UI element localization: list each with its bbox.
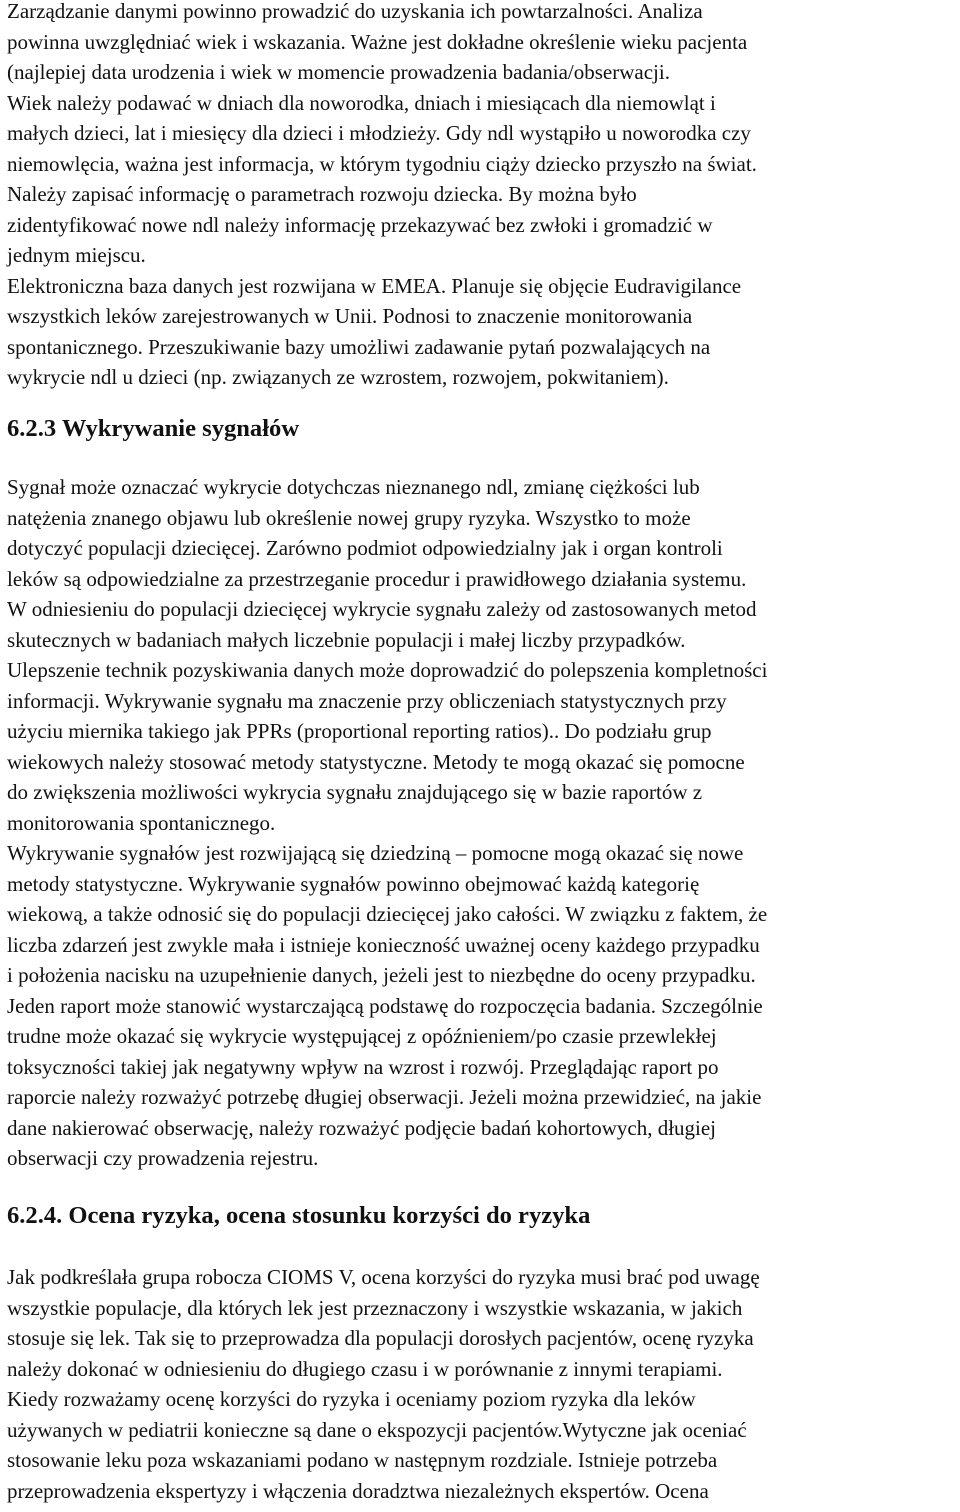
section-6-2-3-paragraph-1: Sygnał może oznaczać wykrycie dotychczas nieznanego ndl, zmianę ciężkości lub natężenia znanego objawu lub określenie nowej grupy ryzyka. Wszystko to może dotyczyć populacji dziecięcej. Zarówno podmiot odpowiedzialny jak i organ kontroli leków są odpowiedzialne za przestrzeganie procedur i prawidłowego działania systemu. W odniesieniu do populacji dziecięcej wykrycie sygnału zależy od zastosowanych metod skutecznych w badaniach małych liczebnie populacji i małej liczby przypadków. Ulepszenie technik pozyskiwania danych może doprowadzić do polepszenia kompletności informacji. Wykrywanie sygnału ma znaczenie przy obliczeniach statystycznych przy użyciu miernika takiego jak PPRs (proportional reporting ratios).. Do podziału grup wiekowych należy stosować metody statystyczne. Metody te mogą okazać się pomocne do zwiększenia możliwości wykrycia sygnału znajdującego się w bazie raportów z monitorowania spontanicznego. — [7, 475, 768, 835]
section-heading-6-2-3: 6.2.3 Wykrywanie sygnałów — [7, 414, 300, 442]
section-6-2-4-body — [7, 1262, 957, 1506]
intro-paragraph-1: Zarządzanie danymi powinno prowadzić do uzyskania ich powtarzalności. Analiza powinna uwzględniać wiek i wskazania. Ważne jest dokładne określenie wieku pacjenta (najlepiej data urodzenia i wiek w momencie prowadzenia badania/obserwacji. Wiek należy podawać w dniach dla noworodka, dniach i miesiącach dla niemowląt i małych dzieci, lat i miesięcy dla dzieci i młodzieży. Gdy ndl wystąpiło u noworodka czy niemowlęcia, ważna jest informacja, w którym tygodniu ciąży dziecko przyszło na świat. Należy zapisać informację o parametrach rozwoju dziecka. By można było zidentyfikować nowe ndl należy informację przekazywać bez zwłoki i gromadzić w jednym miejscu. — [7, 0, 757, 267]
section-6-2-4-paragraph-1: Jak podkreślała grupa robocza CIOMS V, ocena korzyści do ryzyka musi brać pod uwagę wszystkie populacje, dla których lek jest przeznaczony i wszystkie wskazania, w jakich stosuje się lek. Tak się to przeprowadza dla populacji dorosłych pacjentów, ocenę ryzyka należy dokonać w odniesieniu do długiego czasu i w porównanie z innymi terapiami. Kiedy rozważamy ocenę korzyści do ryzyka i oceniamy poziom ryzyka dla leków używanych w pediatrii konieczne są dane o ekspozycji pacjentów.Wytyczne jak oceniać stosowanie leku poza wskazaniami podano w następnym rozdziale. Istnieje potrzeba przeprowadzenia ekspertyzy i włączenia doradztwa niezależnych ekspertów. Ocena — [7, 1265, 760, 1503]
document-page — [7, 0, 957, 1506]
section-heading-6-2-4: 6.2.4. Ocena ryzyka, ocena stosunku korzyści do ryzyka — [7, 1201, 591, 1229]
section-6-2-3-body — [7, 472, 957, 1174]
intro-paragraph-2: Elektroniczna baza danych jest rozwijana w EMEA. Planuje się objęcie Eudravigilance wszystkich leków zarejestrowanych w Unii. Podnosi to znaczenie monitorowania spontanicznego. Przeszukiwanie bazy umożliwi zadawanie pytań pozwalających na wykrycie ndl u dzieci (np. związanych ze wzrostem, rozwojem, pokwitaniem). — [7, 273, 742, 389]
section-6-2-3-paragraph-2: Wykrywanie sygnałów jest rozwijającą się dziedziną – pomocne mogą okazać się nowe metody statystyczne. Wykrywanie sygnałów powinno obejmować każdą kategorię wiekową, a także odnosić się do populacji dziecięcej jako całości. W związku z faktem, że liczba zdarzeń jest zwykle mała i istnieje konieczność uważnej oceny każdego przypadku i położenia nacisku na uzupełnienie danych, jeżeli jest to niezbędne do oceny przypadku. Jeden raport może stanowić wystarczającą podstawę do rozpoczęcia badania. Szczególnie trudne może okazać się wykrycie występującej z opóźnieniem/po czasie przewlekłej toksyczności takiej jak negatywny wpływ na wzrost i rozwój. Przeglądając raport po raporcie należy rozważyć potrzebę długiej obserwacji. Jeżeli można przewidzieć, na jakie dane nakierować obserwację, należy rozważyć podjęcie badań kohortowych, długiej obserwacji czy prowadzenia rejestru. — [7, 841, 768, 1170]
intro-section — [7, 0, 957, 393]
